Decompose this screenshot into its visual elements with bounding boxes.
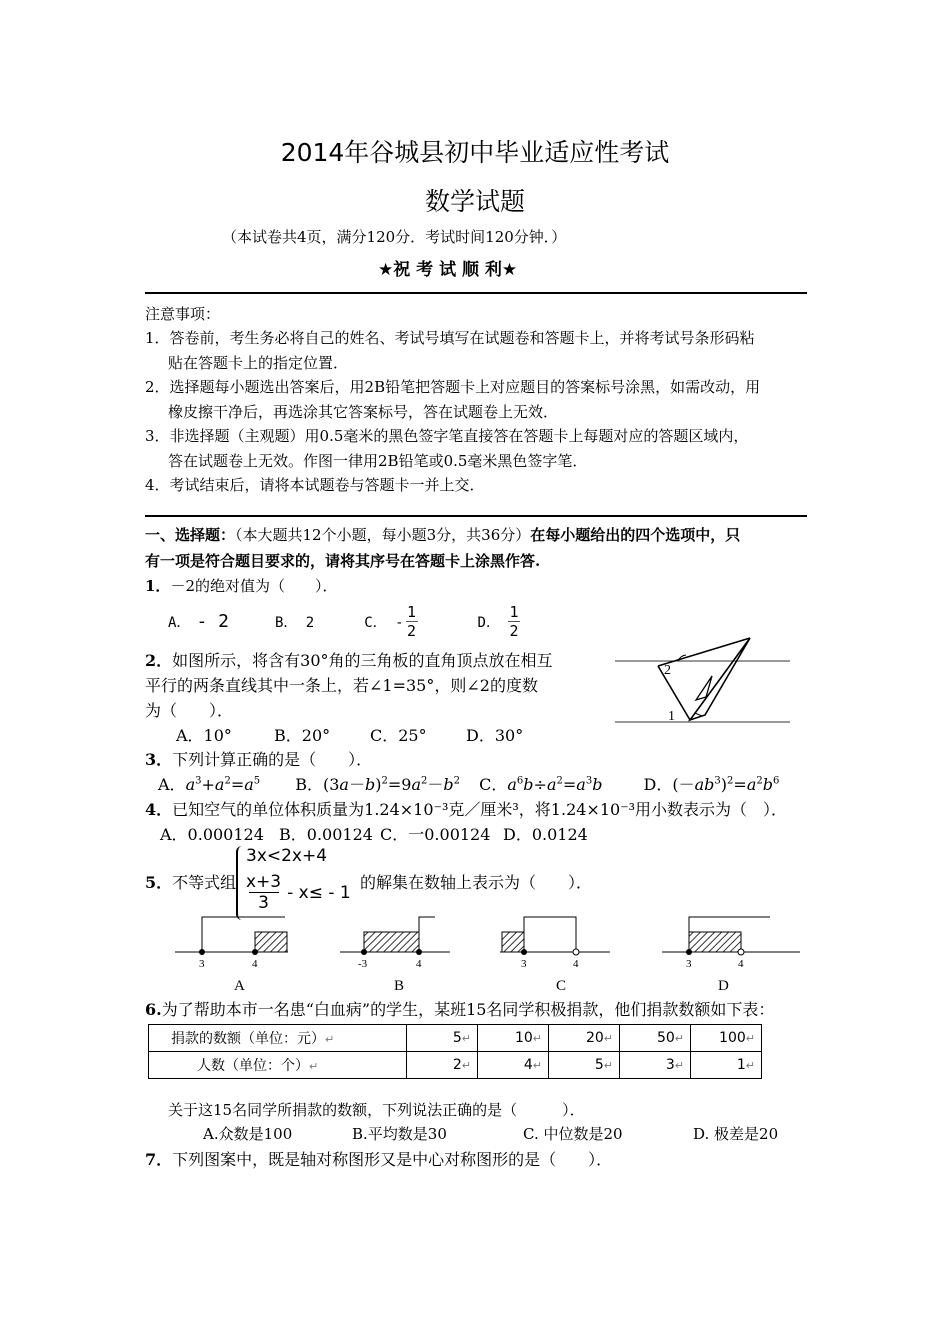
set-square-hole	[696, 676, 712, 700]
q4-option-d: D．0.0124	[503, 825, 588, 844]
q2-line1	[145, 650, 553, 672]
q6-text: 为了帮助本市一名患“白血病”的学生，某班15名同学积极捐款，他们捐款数额如下表：	[161, 1000, 775, 1019]
table-row	[149, 1025, 762, 1052]
q1-text: －2的绝对值为（ ）．	[170, 577, 338, 595]
notice-item-3-cont: 答在试题卷上无效。作图一律用2B铅笔或0.5毫米黑色签字笔．	[168, 452, 588, 470]
section1-instruction: 在每小题给出的四个选项中，只	[530, 526, 741, 544]
q1-option-d-label: D．	[477, 614, 500, 631]
q6-donation-table	[148, 1024, 762, 1079]
q5-stem-pre	[145, 872, 236, 894]
q5-axis-label-a: A	[234, 978, 245, 994]
q6-stem	[145, 999, 774, 1021]
q1-number: 1．	[145, 577, 171, 595]
subject-title: 数学试题	[424, 187, 525, 216]
q6-option-b: B.平均数是30	[352, 1125, 447, 1143]
table-cell: 3↵	[620, 1052, 691, 1079]
q5-number-lines	[140, 912, 810, 997]
q2-option-a: A．10°	[176, 726, 232, 745]
table-row	[149, 1052, 762, 1079]
q6-option-c: C. 中位数是20	[523, 1125, 623, 1143]
table-cell-label: 人数（单位：个）↵	[149, 1052, 407, 1079]
q7-text: 下列图案中，既是轴对称图形又是中心对称图形的是（ ）．	[172, 1150, 613, 1169]
q5-inequality-2-fraction: x+3 3	[246, 872, 282, 913]
q5-axis-label-b: B	[394, 978, 405, 994]
q1-option-a-label: A．	[168, 614, 191, 631]
q2-text-1: 如图所示，将含有30°角的三角板的直角顶点放在相互	[172, 651, 553, 670]
table-cell: 20↵	[549, 1025, 620, 1052]
q3-text: 下列计算正确的是（ ）．	[172, 750, 373, 769]
divider-notice	[145, 515, 807, 517]
svg-text:3: 3	[686, 958, 692, 970]
q2-line3: 为（ ）．	[145, 701, 234, 720]
q2-option-d: D．30°	[466, 726, 524, 745]
section1-title: 一、选择题：	[145, 526, 236, 544]
svg-text:3: 3	[199, 958, 205, 970]
q2-number: 2．	[145, 651, 173, 670]
q3-stem	[145, 749, 372, 771]
q5-axis-label-c: C	[556, 978, 567, 994]
q7-stem	[145, 1149, 612, 1171]
q5-axis-d	[662, 917, 800, 994]
q5-axis-a	[175, 917, 288, 994]
q5-axis-b	[340, 917, 450, 994]
q4-text: 已知空气的单位体积质量为1.24×10⁻³克／厘米³，将1.24×10⁻³用小数表示为（ ）．	[172, 800, 788, 819]
q5-text-pre: 不等式组	[172, 873, 237, 892]
angle-label-1: 1	[668, 709, 675, 724]
notice-heading: 注意事项：	[145, 305, 221, 323]
svg-text:4: 4	[416, 958, 422, 970]
q3-option-d-label: D．	[643, 775, 673, 794]
table-cell: 100↵	[691, 1025, 762, 1052]
table-cell: 5↵	[549, 1052, 620, 1079]
table-cell: 2↵	[407, 1052, 478, 1079]
q3-options: A．$a^3+a^2=a^5$ B．$(3a-b)^2=9a^2-b^2$ C．$a^6b\div a^2=a^3b$ D．$(-ab^3)^2=a^2b^6$	[158, 775, 780, 794]
q3-option-a-label: A．	[158, 775, 186, 794]
section1-line1	[145, 525, 740, 545]
notice-item-4: 4．考试结束后，请将本试题卷与答题卡一并上交．	[145, 476, 485, 494]
svg-text:3: 3	[521, 958, 527, 970]
notice-item-3: 3．非选择题（主观题）用0.5毫米的黑色签字笔直接答在答题卡上每题对应的答题区域内，	[145, 427, 749, 445]
section1-instruction-cont: 有一项是符合题目要求的，请将其序号在答题卡上涂黑作答.	[145, 552, 541, 570]
notice-item-1: 1．答卷前，考生务必将自己的姓名、考试号填写在试题卷和答题卡上，并将考试号条形码粘	[145, 329, 755, 347]
set-square-outer	[690, 638, 750, 720]
table-cell-label: 捐款的数额（单位：元）↵	[149, 1025, 407, 1052]
svg-text:4: 4	[252, 958, 258, 970]
section1-note: （本大题共12个小题，每小题3分，共36分）	[235, 526, 531, 544]
q4-option-a: A．0.000124	[160, 825, 264, 844]
q2-line2: 平行的两条直线其中一条上，若∠1=35°，则∠2的度数	[145, 676, 538, 695]
table-cell: 10↵	[478, 1025, 549, 1052]
q5-inequality-1: 3x<2x+4	[246, 846, 328, 866]
q4-stem	[145, 799, 787, 821]
q5-axis-label-d: D	[718, 978, 729, 994]
good-luck-banner: ★祝 考 试 顺 利★	[378, 260, 518, 280]
exam-title: 2014年谷城县初中毕业适应性考试	[280, 138, 670, 167]
q1-option-c-label: C． -	[364, 614, 404, 631]
q6-option-a: A.众数是100	[203, 1125, 293, 1143]
q1-option-a-value: - 2	[196, 611, 229, 632]
q5-stem-post: 的解集在数轴上表示为（ ）．	[360, 873, 593, 892]
svg-text:4: 4	[573, 958, 579, 970]
q7-number: 7．	[145, 1150, 173, 1169]
q3-option-b-label: B．	[295, 775, 323, 794]
q5-inequality-2: x+3 3 - x≤ - 1	[246, 872, 351, 913]
angle-label-2: 2	[664, 663, 671, 678]
q6-option-d: D. 极差是20	[693, 1125, 779, 1143]
q5-number: 5．	[145, 873, 173, 892]
notice-item-1-cont: 贴在答题卡上的指定位置．	[168, 354, 349, 372]
q5-axis-c	[500, 917, 610, 994]
q1-stem	[145, 576, 337, 596]
table-cell: 4↵	[478, 1052, 549, 1079]
q3-option-c-label: C．	[479, 775, 508, 794]
notice-item-2: 2．选择题每小题选出答案后，用2B铅笔把答题卡上对应题目的答案标号涂黑，如需改动，用	[145, 378, 761, 396]
q2-triangle-figure	[610, 630, 795, 730]
table-cell: 1↵	[691, 1052, 762, 1079]
q1-option-d-fraction: $\frac{1}{2}$	[509, 603, 519, 640]
svg-text:-3: -3	[358, 958, 368, 970]
q1-options	[168, 604, 520, 639]
svg-text:4: 4	[738, 958, 744, 970]
exam-info: （本试卷共4页，满分120分．考试时间120分钟．）	[222, 228, 567, 246]
q6-number: 6.	[145, 1000, 162, 1019]
q6-question: 关于这15名同学所捐款的数额，下列说法正确的是（ ）．	[168, 1101, 585, 1119]
q1-option-c-fraction: $\frac{1}{2}$	[407, 603, 417, 640]
q5-brace	[236, 846, 242, 920]
q1-option-b: B． 2	[274, 614, 315, 631]
table-cell: 5↵	[407, 1025, 478, 1052]
q2-option-b: B．20°	[274, 726, 331, 745]
q4-number: 4．	[145, 800, 173, 819]
notice-item-2-cont: 橡皮擦干净后，再选涂其它答案标号，答在试题卷上无效．	[168, 403, 559, 421]
q3-number: 3．	[145, 750, 173, 769]
q2-option-c: C．25°	[370, 726, 427, 745]
q4-option-b: B．0.00124	[279, 825, 373, 844]
table-cell: 50↵	[620, 1025, 691, 1052]
q4-option-c: C．一0.00124	[380, 825, 491, 844]
divider-top	[145, 292, 807, 294]
